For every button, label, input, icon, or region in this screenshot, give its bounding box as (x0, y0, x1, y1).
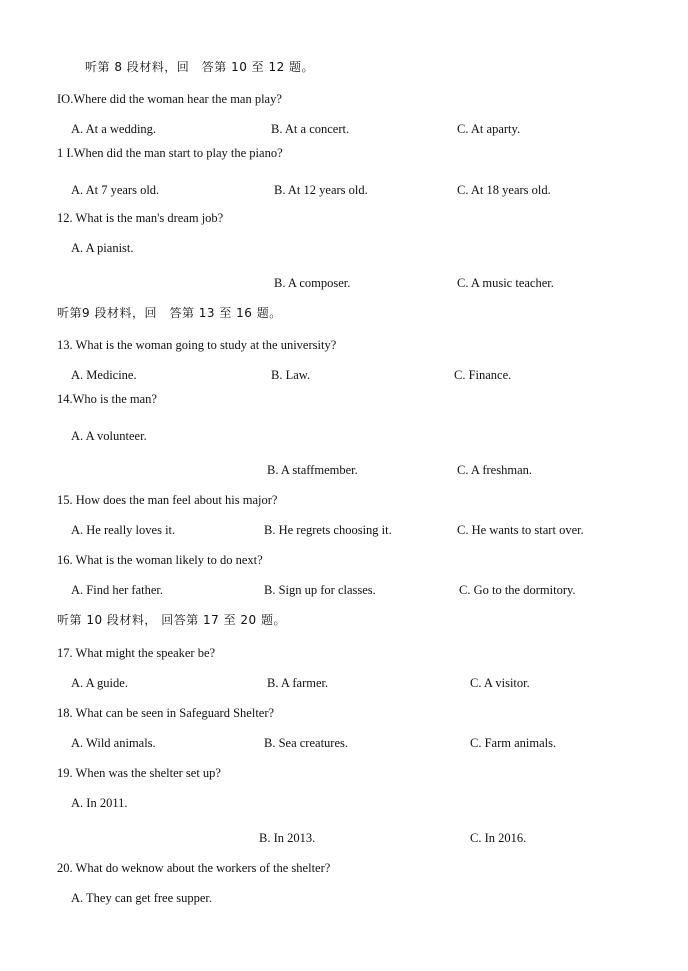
question-17-stem: 17. What might the speaker be? (57, 646, 216, 660)
question-16-option-c: C. Go to the dormitory. (459, 583, 576, 597)
question-16-stem: 16. What is the woman likely to do next? (57, 553, 263, 567)
question-16-option-a: A. Find her father. (71, 583, 163, 597)
question-12-stem: 12. What is the man's dream job? (57, 211, 224, 225)
question-16-option-b: B. Sign up for classes. (264, 583, 376, 597)
question-20-option-a: A. They can get free supper. (71, 891, 213, 905)
section-heading-10: 听第 10 段材料， 回答第 17 至 20 题。 (57, 613, 287, 627)
section-heading-8: 听第 8 段材料，回 答第 10 至 12 题。 (85, 60, 315, 74)
question-19-option-b: B. In 2013. (259, 831, 316, 845)
question-20-stem: 20. What do weknow about the workers of the shelter? (57, 861, 331, 875)
question-15-option-a: A. He really loves it. (71, 523, 176, 537)
question-11-option-a: A. At 7 years old. (71, 183, 160, 197)
question-11-option-c: C. At 18 years old. (457, 183, 551, 197)
section-heading-9: 听第9 段材料，回 答第 13 至 16 题。 (57, 306, 282, 320)
question-17-option-b: B. A farmer. (267, 676, 329, 690)
question-19-option-c: C. In 2016. (470, 831, 527, 845)
question-15-stem: 15. How does the man feel about his major? (57, 493, 278, 507)
question-12-option-a: A. A pianist. (71, 241, 134, 255)
question-12-option-c: C. A music teacher. (457, 276, 554, 290)
question-10-stem: IO.Where did the woman hear the man play? (57, 92, 282, 106)
question-12-option-b: B. A composer. (274, 276, 351, 290)
question-10-option-b: B. At a concert. (271, 122, 350, 136)
question-19-stem: 19. When was the shelter set up? (57, 766, 221, 780)
question-17-option-a: A. A guide. (71, 676, 128, 690)
question-10-option-c: C. At aparty. (457, 122, 521, 136)
question-14-option-a: A. A volunteer. (71, 429, 147, 443)
question-10-option-a: A. At a wedding. (71, 122, 157, 136)
question-11-stem: 1 I.When did the man start to play the piano? (57, 146, 283, 160)
question-13-option-b: B. Law. (271, 368, 311, 382)
question-13-option-a: A. Medicine. (71, 368, 137, 382)
question-14-option-c: C. A freshman. (457, 463, 532, 477)
question-15-option-c: C. He wants to start over. (457, 523, 584, 537)
question-19-option-a: A. In 2011. (71, 796, 128, 810)
question-18-stem: 18. What can be seen in Safeguard Shelter? (57, 706, 275, 720)
question-14-option-b: B. A staffmember. (267, 463, 358, 477)
question-18-option-b: B. Sea creatures. (264, 736, 348, 750)
question-11-option-b: B. At 12 years old. (274, 183, 368, 197)
question-14-stem: 14.Who is the man? (57, 392, 157, 406)
question-13-stem: 13. What is the woman going to study at the university? (57, 338, 337, 352)
question-18-option-c: C. Farm animals. (470, 736, 557, 750)
question-15-option-b: B. He regrets choosing it. (264, 523, 392, 537)
question-17-option-c: C. A visitor. (470, 676, 530, 690)
question-13-option-c: C. Finance. (454, 368, 512, 382)
question-18-option-a: A. Wild animals. (71, 736, 156, 750)
